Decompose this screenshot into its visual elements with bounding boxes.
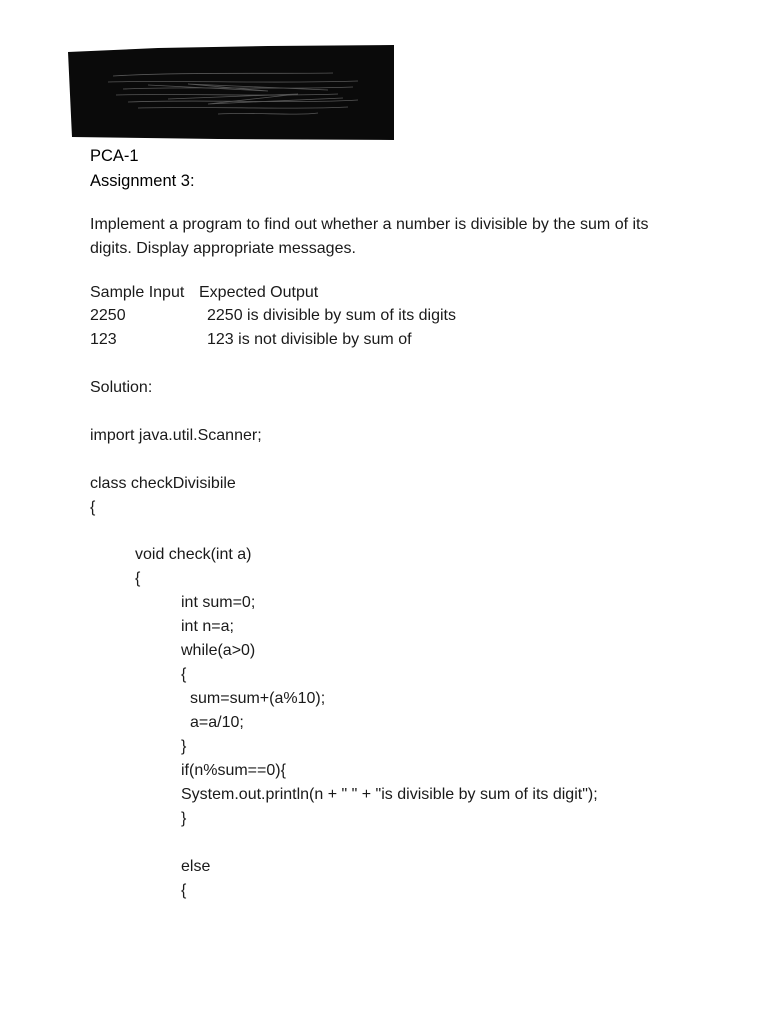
code-line: { (181, 882, 187, 899)
redacted-name-block (68, 44, 394, 140)
code-line: { (135, 570, 141, 587)
sample-row-2-input: 123 (90, 331, 117, 348)
code-line: { (90, 499, 96, 516)
assignment-title: Assignment 3: (90, 172, 195, 190)
code-line: class checkDivisibile (90, 475, 236, 492)
sample-header-output: Expected Output (199, 284, 319, 301)
code-line: int n=a; (181, 618, 234, 635)
course-title: PCA-1 (90, 147, 139, 165)
code-line: a=a/10; (190, 714, 244, 731)
redaction-scribble (68, 44, 394, 140)
sample-header-input: Sample Input (90, 284, 185, 301)
code-line: int sum=0; (181, 594, 256, 611)
code-line: void check(int a) (135, 546, 252, 563)
solution-label: Solution: (90, 379, 153, 396)
code-line: sum=sum+(a%10); (190, 690, 326, 707)
code-line: } (181, 738, 187, 755)
problem-statement: Implement a program to find out whether a number is divisible by the sum of its digits. Display appropriate messages. (90, 216, 649, 257)
code-line: if(n%sum==0){ (181, 762, 286, 779)
sample-row-1-input: 2250 (90, 307, 126, 324)
sample-row-1-output: 2250 is divisible by sum of its digits (207, 307, 456, 324)
sample-row-2-output: 123 is not divisible by sum of (207, 331, 412, 348)
code-line: } (181, 810, 187, 827)
code-line: import java.util.Scanner; (90, 427, 262, 444)
code-line: while(a>0) (181, 642, 256, 659)
code-line: else (181, 858, 211, 875)
code-line: { (181, 666, 187, 683)
code-line: System.out.println(n + " " + "is divisible by sum of its digit"); (181, 786, 598, 803)
